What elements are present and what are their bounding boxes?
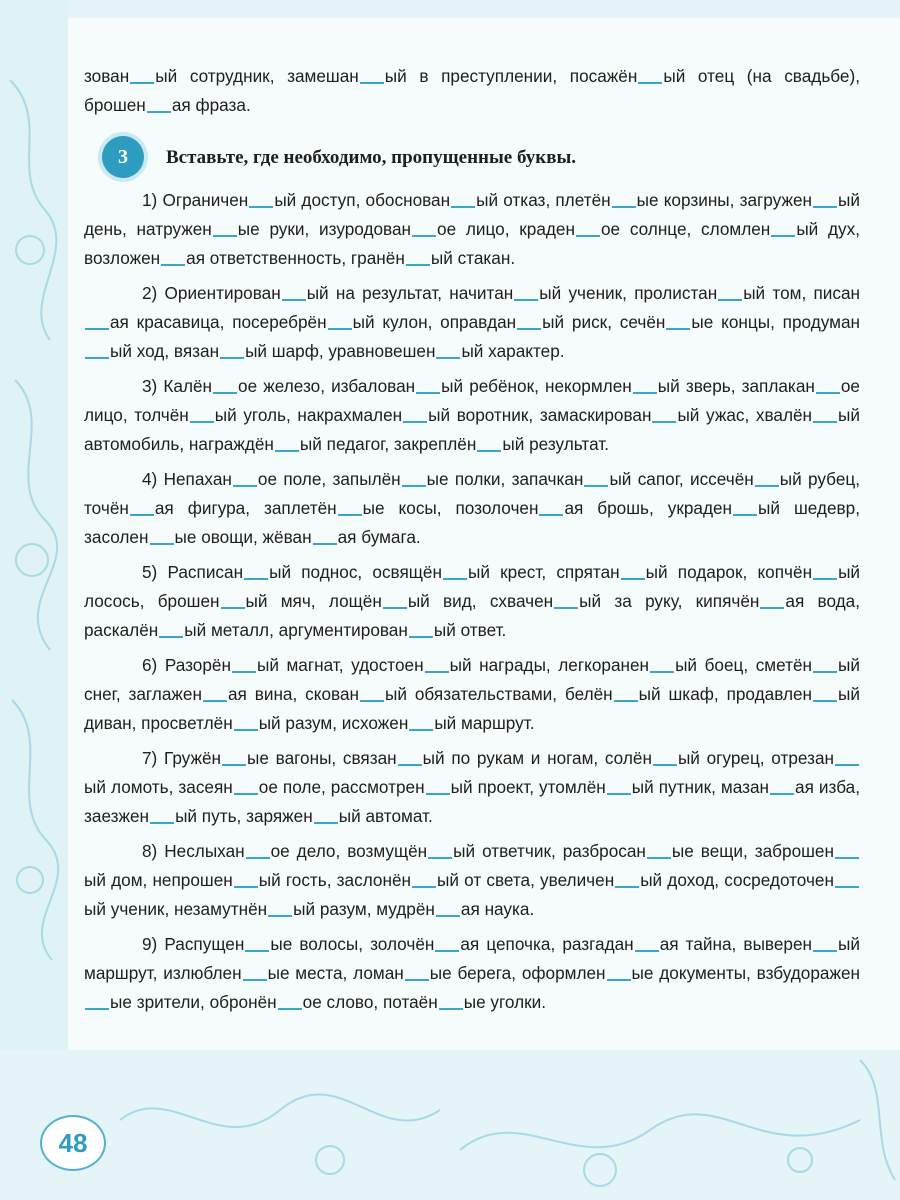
exercise-item-8: 8) Неслыхан ое дело, возмущён ый ответчик, разбросан ые вещи, заброшеный дом, непрошен ый гость, заслонён ый от света, увеличен ый доход, сосредоточеный ученик, незамутнён ый разум, мудрён ая наука. <box>84 837 860 924</box>
missing-letter-blank <box>653 764 677 766</box>
missing-letter-blank <box>426 793 450 795</box>
missing-letter-blank <box>835 764 859 766</box>
missing-letter-blank <box>652 421 676 423</box>
task-title: Вставьте, где необходимо, пропущенные буквы. <box>166 146 577 168</box>
exercise-item-2: 2) Ориентирован ый на результат, начитан ый ученик, пролистан ый том, писаная красавица, посеребрён ый кулон, оправдан ый риск, сечён ые концы, продуманый ход, вязан ый шарф, уравновешен ый характер. <box>84 279 860 366</box>
missing-letter-blank <box>147 111 171 113</box>
missing-letter-blank <box>268 915 292 917</box>
missing-letter-blank <box>635 950 659 952</box>
exercise-item-4: 4) Непахан ое поле, запылён ые полки, запачкан ый сапог, иссечён ый рубец, точён ая фигура, заплетён ые косы, позолочен ая брошь, украден ый шедевр, засолен ые овощи, жёван ая бумага. <box>84 469 860 547</box>
missing-letter-blank <box>539 514 563 516</box>
missing-letter-blank <box>614 700 638 702</box>
intro-text: зован ый сотрудник, замешан ый в преступлении, посажён ый отец (на свадьбе), брошен ая фраза. <box>84 66 860 115</box>
missing-letter-blank <box>245 950 269 952</box>
missing-letter-blank <box>621 578 645 580</box>
missing-letter-blank <box>233 485 257 487</box>
missing-letter-blank <box>150 543 174 545</box>
missing-letter-blank <box>443 578 467 580</box>
missing-letter-blank <box>130 514 154 516</box>
missing-letter-blank <box>436 915 460 917</box>
missing-letter-blank <box>221 607 245 609</box>
missing-letter-blank <box>150 822 174 824</box>
missing-letter-blank <box>338 514 362 516</box>
missing-letter-blank <box>554 607 578 609</box>
missing-letter-blank <box>328 328 352 330</box>
exercise-item-1: 1) Ограничен ый доступ, обоснован ый отказ, плетён ые корзины, загружен ый день, натружен ые руки, изуродован ое лицо, краден ое солнце, сломлен ый дух, возложен ая ответственность, гранён ый стакан. <box>84 190 860 268</box>
missing-letter-blank <box>514 299 538 301</box>
missing-letter-blank <box>275 450 299 452</box>
exercise-item-3: 3) Калён ое железо, избалован ый ребёнок, некормлен ый зверь, заплакан ое лицо, толчён ый уголь, накрахмален ый воротник, замаскирован ый ужас, хвалён ый автомобиль, награждён ый педагог, закреплён ый результат. <box>84 376 861 454</box>
exercise-item-9: 9) Распущен ые волосы, золочён ая цепочка, разгадан ая тайна, выверен ый маршрут, излюблен ые места, ломан ые берега, оформлен ые документы, взбудораженые зрители, обронён ое слово, потаён ые уголки. <box>84 934 861 1012</box>
page-number: 48 <box>40 1115 106 1171</box>
missing-letter-blank <box>428 857 452 859</box>
missing-letter-blank <box>85 357 109 359</box>
missing-letter-blank <box>360 700 384 702</box>
missing-letter-blank <box>246 857 270 859</box>
missing-letter-blank <box>835 857 859 859</box>
missing-letter-blank <box>584 485 608 487</box>
missing-letter-blank <box>234 729 258 731</box>
missing-letter-blank <box>612 206 636 208</box>
missing-letter-blank <box>249 206 273 208</box>
missing-letter-blank <box>85 328 109 330</box>
missing-letter-blank <box>406 264 430 266</box>
missing-letter-blank <box>314 822 338 824</box>
task-number-badge: 3 <box>102 136 144 178</box>
missing-letter-blank <box>718 299 742 301</box>
missing-letter-blank <box>770 793 794 795</box>
missing-letter-blank <box>313 543 337 545</box>
missing-letter-blank <box>771 235 795 237</box>
missing-letter-blank <box>425 671 449 673</box>
missing-letter-blank <box>835 886 859 888</box>
missing-letter-blank <box>243 979 267 981</box>
missing-letter-blank <box>813 671 837 673</box>
missing-letter-blank <box>666 328 690 330</box>
missing-letter-blank <box>615 886 639 888</box>
missing-letter-blank <box>405 979 429 981</box>
missing-letter-blank <box>813 206 837 208</box>
missing-letter-blank <box>813 950 837 952</box>
missing-letter-blank <box>234 886 258 888</box>
missing-letter-blank <box>203 700 227 702</box>
exercise-item-5: 5) Расписан ый поднос, освящён ый крест, спрятан ый подарок, копчён ый лосось, брошен ый мяч, лощён ый вид, схвачен ый за руку, кипячён ая вода, раскалён ый металл, аргументирован ый ответ. <box>84 562 861 640</box>
missing-letter-blank <box>130 82 154 84</box>
missing-letter-blank <box>213 235 237 237</box>
missing-letter-blank <box>244 578 268 580</box>
missing-letter-blank <box>278 1008 302 1010</box>
missing-letter-blank <box>816 392 840 394</box>
missing-letter-blank <box>638 82 662 84</box>
missing-letter-blank <box>409 729 433 731</box>
missing-letter-blank <box>813 421 837 423</box>
missing-letter-blank <box>159 636 183 638</box>
missing-letter-blank <box>435 950 459 952</box>
missing-letter-blank <box>517 328 541 330</box>
missing-letter-blank <box>403 421 427 423</box>
missing-letter-blank <box>222 764 246 766</box>
missing-letter-blank <box>451 206 475 208</box>
missing-letter-blank <box>477 450 501 452</box>
missing-letter-blank <box>576 235 600 237</box>
missing-letter-blank <box>360 82 384 84</box>
missing-letter-blank <box>607 793 631 795</box>
exercise-item-7: 7) Гружён ые вагоны, связан ый по рукам и ногам, солён ый огурец, отрезаный ломоть, засеян ое поле, рассмотрен ый проект, утомлён ый путник, мазан ая изба, заезжен ый путь, заряжен ый автомат. <box>84 748 861 826</box>
missing-letter-blank <box>755 485 779 487</box>
missing-letter-blank <box>402 485 426 487</box>
task-header <box>102 136 860 178</box>
missing-letter-blank <box>234 793 258 795</box>
missing-letter-blank <box>436 357 460 359</box>
missing-letter-blank <box>412 235 436 237</box>
missing-letter-blank <box>607 979 631 981</box>
missing-letter-blank <box>412 886 436 888</box>
exercise-item-6: 6) Разорён ый магнат, удостоен ый награды, легкоранен ый боец, сметён ый снег, заглажен ая вина, скован ый обязательствами, белён ый шкаф, продавлен ый диван, просветлён ый разум, исхожен ый маршрут. <box>84 655 861 733</box>
missing-letter-blank <box>633 392 657 394</box>
missing-letter-blank <box>383 607 407 609</box>
missing-letter-blank <box>733 514 757 516</box>
missing-letter-blank <box>213 392 237 394</box>
missing-letter-blank <box>813 578 837 580</box>
missing-letter-blank <box>232 671 256 673</box>
exercise-content <box>84 62 860 1017</box>
missing-letter-blank <box>650 671 674 673</box>
missing-letter-blank <box>398 764 422 766</box>
missing-letter-blank <box>439 1008 463 1010</box>
missing-letter-blank <box>282 299 306 301</box>
missing-letter-blank <box>416 392 440 394</box>
missing-letter-blank <box>760 607 784 609</box>
missing-letter-blank <box>409 636 433 638</box>
missing-letter-blank <box>647 857 671 859</box>
missing-letter-blank <box>190 421 214 423</box>
missing-letter-blank <box>85 1008 109 1010</box>
missing-letter-blank <box>813 700 837 702</box>
missing-letter-blank <box>161 264 185 266</box>
missing-letter-blank <box>220 357 244 359</box>
